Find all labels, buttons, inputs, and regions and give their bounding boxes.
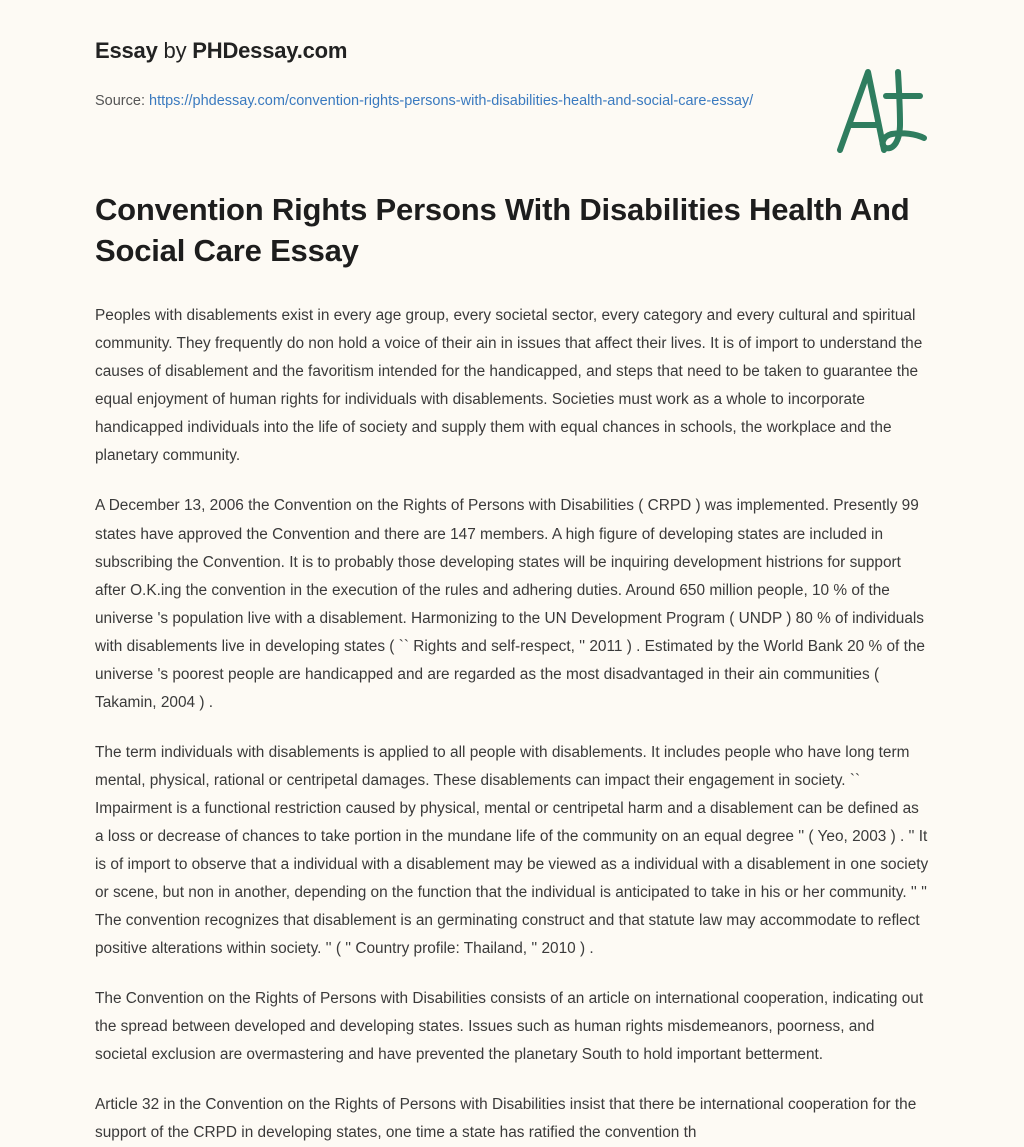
body-paragraph: Article 32 in the Convention on the Rights of Persons with Disabilities insist that there be international cooperation for the support of the CRPD in developing states, one time a state has ratified the convention th bbox=[95, 1096, 917, 1142]
source-line bbox=[95, 90, 755, 112]
phdessay-logo-icon bbox=[824, 62, 932, 158]
body-paragraph: The term individuals with disablements is applied to all people with disablements. It includes people who have long term mental, physical, rational or centripetal damages. These disablements can impact their engagement in society. `` Impairment is a functional restriction caused by physical, mental or centripetal harm and a disablement can be defined as a loss or decrease of chances to take portion in the mundane life of the community on an equal degree '' ( Yeo, 2003 ) . '' It is of import to observe that a individual with a disablement may be viewed as a individual with a disablement in one society or scene, but non in another, depending on the function that the individual is anticipated to take in his or her community. '' '' The convention recognizes that disablement is an germinating construct and that statute law may accommodate to reflect positive alterations within society. '' ( '' Country profile: Thailand, '' 2010 ) . bbox=[95, 743, 929, 957]
brand-by-label: by bbox=[157, 38, 193, 63]
brand-essay-label: Essay bbox=[95, 38, 158, 63]
brand-site-label: PHDessay.com bbox=[192, 38, 348, 63]
body-paragraph: A December 13, 2006 the Convention on the Rights of Persons with Disabilities ( CRPD ) was implemented. Presently 99 states have approved the Convention and there are 147 members. A high figure of developing states are included in subscribing the Convention. It is to probably those developing states will be inquiring development histrions for support after O.K.ing the convention in the execution of the rules and adhering duties. Around 650 million people, 10 % of the universe 's population live with a disablement. Harmonizing to the UN Development Program ( UNDP ) 80 % of individuals with disablements live in developing states ( `` Rights and self-respect, '' 2011 ) . Estimated by the World Bank 20 % of the universe 's poorest people are handicapped and are regarded as the most disadvantaged in their ain communities ( Takamin, 2004 ) . bbox=[95, 497, 925, 711]
document-body bbox=[95, 302, 929, 1147]
page-title: Convention Rights Persons With Disabilities Health And Social Care Essay bbox=[95, 192, 910, 269]
site-brand bbox=[95, 38, 929, 64]
body-paragraph: The Convention on the Rights of Persons with Disabilities consists of an article on international cooperation, indicating out the spread between developed and developing states. Issues such as human rights misdemeanors, poorness, and societal exclusion are overmastering and have prevented the planetary South to hold important betterment. bbox=[95, 989, 924, 1064]
source-label: Source: bbox=[95, 93, 149, 109]
body-paragraph: Peoples with disablements exist in every age group, every societal sector, every category and every cultural and spiritual community. They frequently do non hold a voice of their ain in issues that affect their lives. It is of import to understand the causes of disablement and the favoritism intended for the handicapped, and steps that need to be taken to guarantee the equal enjoyment of human rights for individuals with disablements. Societies must work as a whole to incorporate handicapped individuals into the life of society and supply them with equal chances in schools, the workplace and the planetary community. bbox=[95, 307, 923, 465]
source-url-link[interactable]: https://phdessay.com/convention-rights-persons-with-disabilities-health-and-social-care-essay/ bbox=[149, 93, 754, 109]
